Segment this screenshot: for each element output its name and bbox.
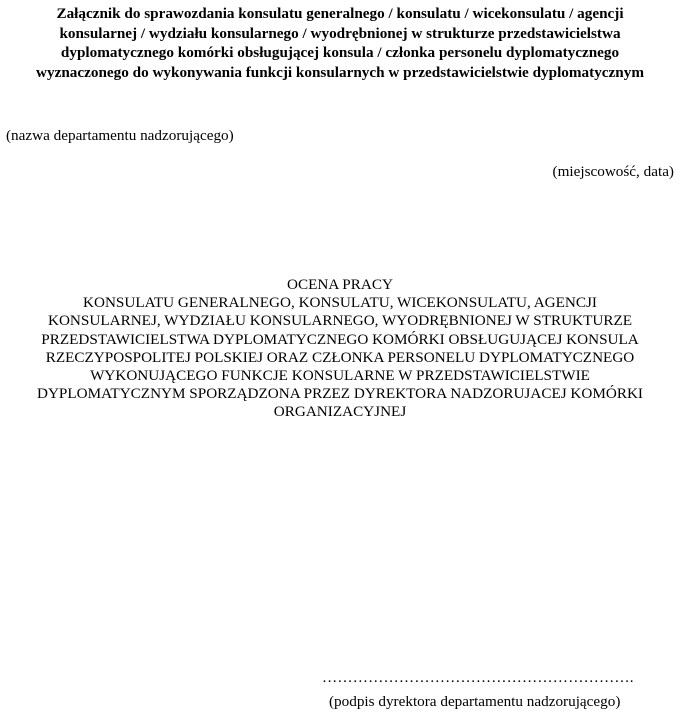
title-line: ORGANIZACYJNEJ (273, 403, 407, 421)
header-line: Załącznik do sprawozdania konsulatu generalnego / konsulatu / wicekonsulatu / agencji (56, 5, 624, 22)
header-line: dyplomatycznego komórki obsługującej konsula / członka personelu dyplomatycznego (60, 44, 620, 61)
header-line: wyznaczonego do wykonywania funkcji konsularnych w przedstawicielstwie dyplomatycznym (36, 63, 644, 81)
signature-line: ……………………………………………………. (322, 669, 634, 686)
header-line: konsularnej / wydziału konsularnego / wyodrębnionej w strukturze przedstawicielstwa (59, 24, 621, 42)
title-line: OCENA PRACY (287, 276, 393, 293)
place-date-label: (miejscowość, data) (552, 163, 674, 180)
title-line: KONSULARNEJ, WYDZIAŁU KONSULARNEGO, WYODRĘBNIONEJ W STRUKTURZE (48, 312, 632, 330)
document-title (0, 276, 680, 422)
title-line: WYKONUJĄCEGO FUNKCJE KONSULARNE W PRZEDSTAWICIELSTWIE (90, 367, 590, 385)
signature-label: (podpis dyrektora departamentu nadzorującego) (329, 693, 621, 710)
title-line: PRZEDSTAWICIELSTWA DYPLOMATYCZNEGO KOMÓRKI OBSŁUGUJĄCEJ KONSULA (41, 330, 639, 348)
department-name-label: (nazwa departamentu nadzorującego) (6, 127, 234, 144)
title-line: KONSULATU GENERALNEGO, KONSULATU, WICEKONSULATU, AGENCJI (83, 294, 597, 312)
title-line: DYPLOMATYCZNYM SPORZĄDZONA PRZEZ DYREKTORA NADZORUJACEJ KOMÓRKI (37, 385, 643, 403)
document-header (0, 4, 680, 82)
title-line: RZECZYPOSPOLITEJ POLSKIEJ ORAZ CZŁONKA PERSONELU DYPLOMATYCZNEGO (45, 348, 635, 366)
